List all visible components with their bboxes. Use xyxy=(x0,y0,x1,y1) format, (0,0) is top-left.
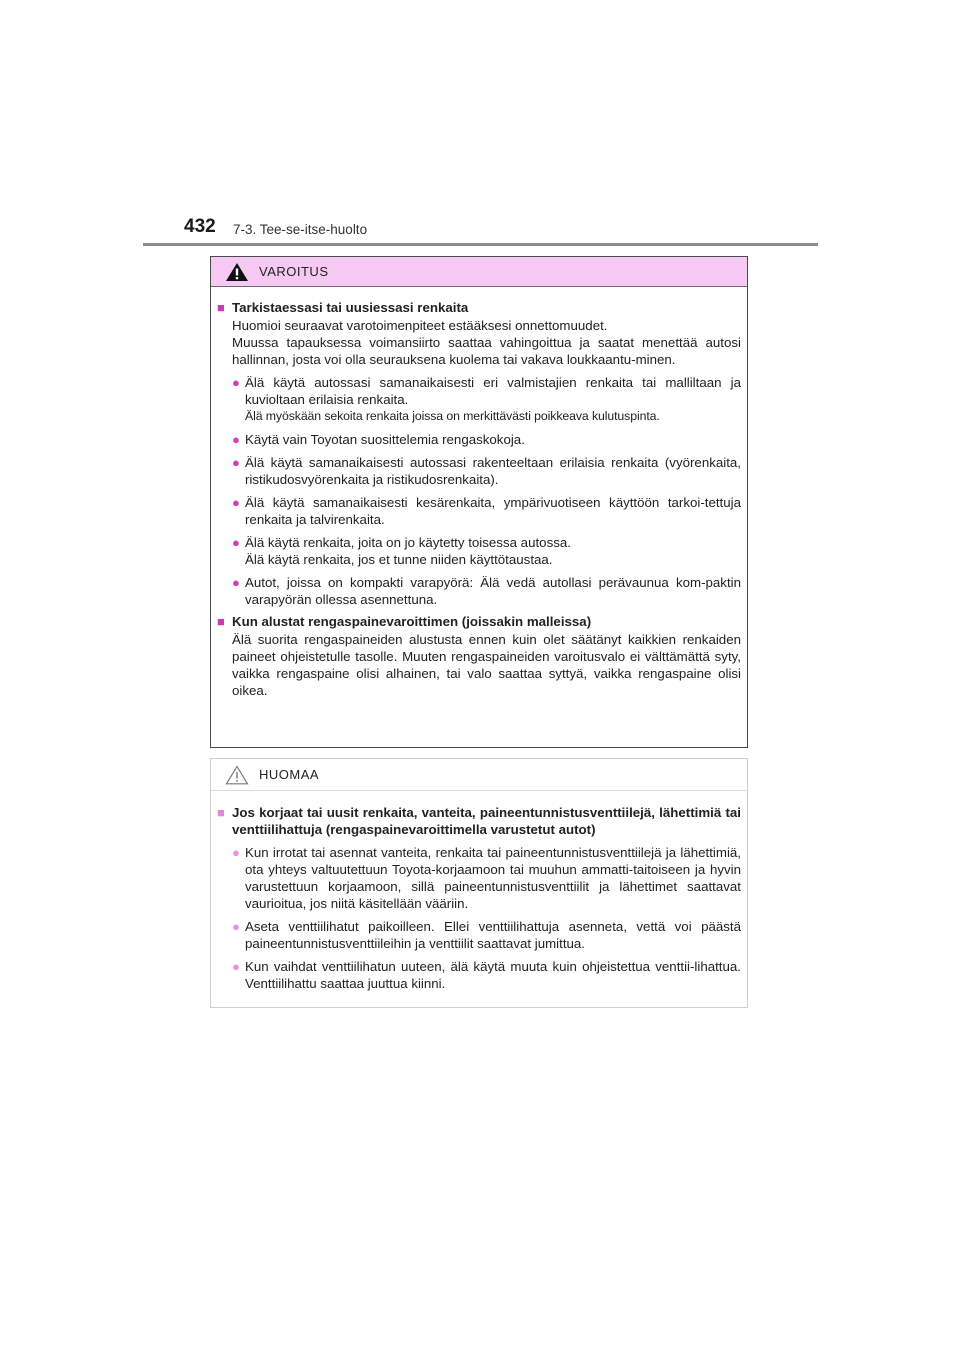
warning-body xyxy=(211,287,747,699)
bullet-dot-icon: ● xyxy=(232,845,240,860)
bullet-dot-icon: ● xyxy=(232,495,240,510)
section-title: 7-3. Tee-se-itse-huolto xyxy=(233,222,368,237)
bullet-dot-icon: ● xyxy=(232,575,240,590)
warning-header xyxy=(211,257,747,287)
bullet-dot-icon: ● xyxy=(232,959,240,974)
square-marker-icon: ■ xyxy=(217,805,225,820)
warning-bullet: ● Älä käytä samanaikaisesti autossasi rakenteeltaan erilaisia renkaita (vyörenkaita, ristikudosvyörenkaita ja ristikudosrenkaita). xyxy=(232,455,741,487)
notice-header xyxy=(211,759,747,791)
warning-topic-intro: Älä suorita rengaspaineiden alustusta ennen kuin olet säätänyt kaikkien renkaiden paineet ohjeistetulle tasolle. Muuten rengaspaineiden varoitusvalo ei välttämättä syty, vaikka rengaspaine olisi alhainen, tai valo saattaa syttyä, vaikka rengaspaine olisi oikea. xyxy=(232,632,741,698)
square-marker-icon: ■ xyxy=(217,300,225,315)
bullet-dot-icon: ● xyxy=(232,375,240,390)
warning-topic-heading: ■ Tarkistaessasi tai uusiessasi renkaita xyxy=(217,300,469,315)
page-number: 432 xyxy=(184,216,216,237)
notice-body xyxy=(211,791,747,992)
notice-title: HUOMAA xyxy=(259,767,320,782)
notice-box xyxy=(210,758,748,1008)
warning-triangle-icon xyxy=(225,262,249,282)
warning-bullet: ● Älä käytä renkaita, joita on jo käytetty toisessa autossa. Älä käytä renkaita, jos et tunne niiden käyttötaustaa. xyxy=(232,535,571,567)
warning-topic-intro: Huomioi seuraavat varotoimenpiteet estääksesi onnettomuudet. Muussa tapauksessa voimansiirto saattaa vahingoittua ja saatat menettää autosi hallinnan, josta voi olla seurauksena kuolema tai vakava loukkaantu-minen. xyxy=(232,318,741,367)
bullet-dot-icon: ● xyxy=(232,919,240,934)
notice-bullet: ● Kun vaihdat venttiilihatun uuteen, älä käytä muuta kuin ohjeistettua venttii-lihattua. Venttiilihattu saattaa juuttua kiinni. xyxy=(232,959,741,991)
warning-topic-heading: ■ Kun alustat rengaspainevaroittimen (joissakin malleissa) xyxy=(217,614,592,629)
warning-bullet: ● Käytä vain Toyotan suosittelemia rengaskokoja. xyxy=(232,432,525,447)
notice-bullet: ● Kun irrotat tai asennat vanteita, renkaita tai paineentunnistusventtiilejä ja lähettimiä, ota yhteys valtuutettuun Toyota-korjaamoon tai muuhun ammatti-taitoiseen ja hyvin varustettuun korjaamoon, sillä paineentunnistusventtiilit ja lähettimet saattavat vaurioitua, jos niitä käsitellään vääriin. xyxy=(232,845,741,911)
bullet-dot-icon: ● xyxy=(232,535,240,550)
warning-box xyxy=(210,256,748,748)
bullet-dot-icon: ● xyxy=(232,432,240,447)
square-marker-icon: ■ xyxy=(217,614,225,629)
caution-triangle-icon xyxy=(225,765,249,785)
bullet-dot-icon: ● xyxy=(232,455,240,470)
notice-bullet: ● Aseta venttiilihatut paikoilleen. Ellei venttiilihattuja asenneta, vettä voi päästä paineentunnistusventtiileihin ja venttiilit saattavat jumittua. xyxy=(232,919,741,951)
warning-title: VAROITUS xyxy=(259,264,329,279)
warning-bullet: ● Älä käytä samanaikaisesti kesärenkaita, ympärivuotiseen käyttöön tarkoi-tettuja renkaita ja talvirenkaita. xyxy=(232,495,741,527)
warning-bullet: ● Autot, joissa on kompakti varapyörä: Älä vedä autollasi perävaunua kom-paktin varapyörän ollessa asennettuna. xyxy=(232,575,741,607)
warning-bullet: ● Älä käytä autossasi samanaikaisesti eri valmistajien renkaita tai malliltaan ja kuvioltaan erilaisia renkaita. Älä myöskään sekoita renkaita joissa on merkittävästi poikkeava kulutuspinta. xyxy=(232,375,741,423)
notice-topic-heading: ■ Jos korjaat tai uusit renkaita, vanteita, paineentunnistusventtiilejä, lähettimiä tai venttiilihattuja (rengaspainevaroittimella varustetut autot) xyxy=(217,805,741,837)
header-rule xyxy=(143,243,818,246)
